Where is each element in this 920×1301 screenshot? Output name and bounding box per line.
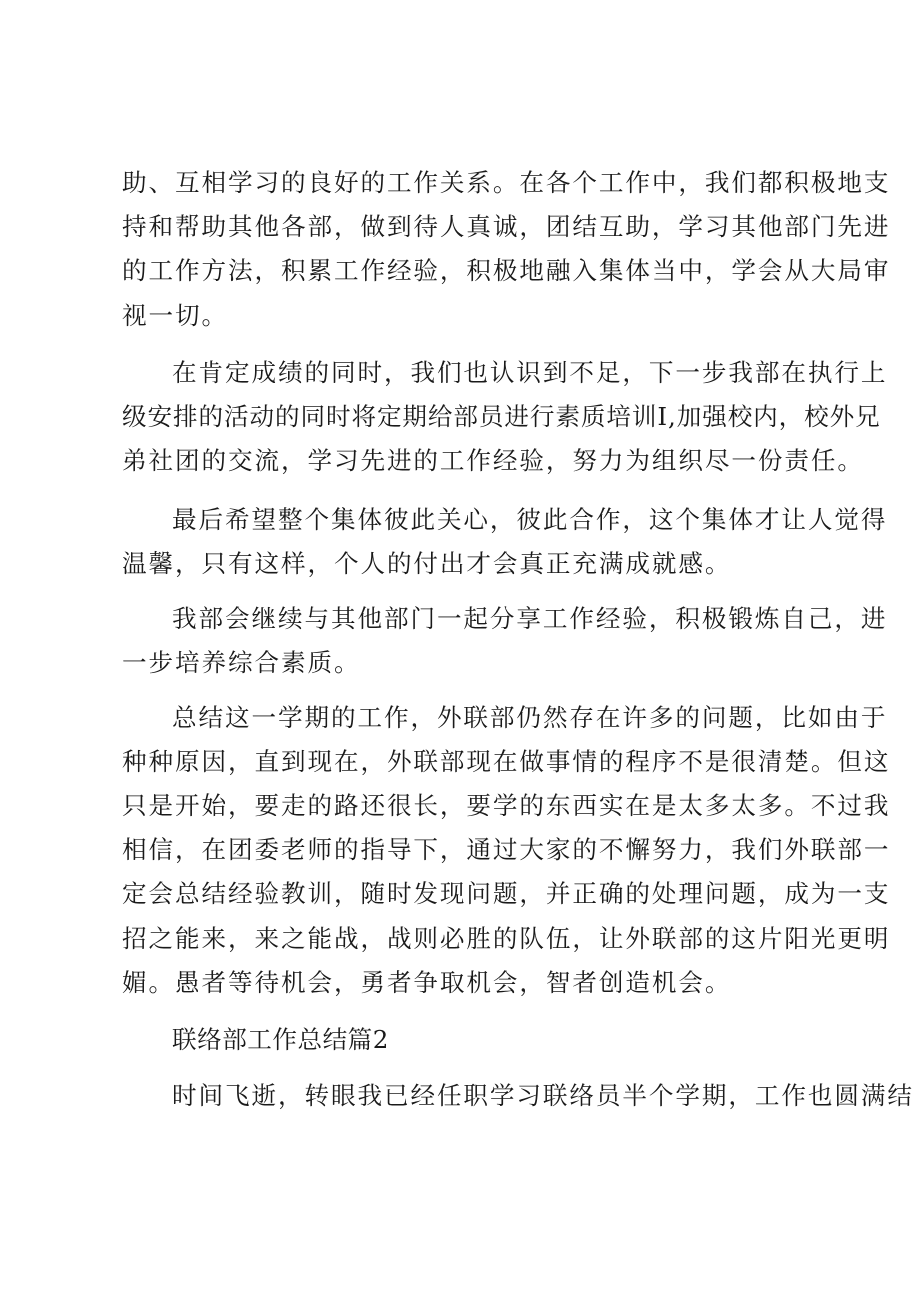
text-line: 媚。愚者等待机会，勇者争取机会，智者创造机会。 (122, 968, 732, 997)
text-line: 一步培养综合素质。 (122, 648, 361, 677)
text-line: 招之能来，来之能战，战则必胜的队伍，让外联部的这片阳光更明 (122, 924, 891, 953)
section-heading: 联络部工作总结篇2 (172, 1025, 389, 1054)
text-line: 我部会继续与其他部门一起分享工作经验，积极锻炼自己，进 (172, 604, 888, 633)
text-line: 在肯定成绩的同时，我们也认识到不足，下一步我部在执行上 (172, 358, 888, 387)
text-line: 温馨，只有这样，个人的付出才会真正充满成就感。 (122, 549, 732, 578)
text-line: 定会总结经验教训，随时发现问题，并正确的处理问题，成为一支 (122, 879, 891, 908)
text-line: 视一切。 (122, 301, 228, 330)
text-line: 弟社团的交流，学习先进的工作经验，努力为组织尽一份责任。 (122, 446, 864, 475)
text-line: 相信，在团委老师的指导下，通过大家的不懈努力，我们外联部一 (122, 835, 891, 864)
text-line: 的工作方法，积累工作经验，积极地融入集体当中，学会从大局审 (122, 256, 891, 285)
text-line: 助、互相学习的良好的工作关系。在各个工作中，我们都积极地支 (122, 168, 891, 197)
text-line: 最后希望整个集体彼此关心，彼此合作，这个集体才让人觉得 (172, 505, 888, 534)
text-line: 时间飞逝，转眼我已经任职学习联络员半个学期，工作也圆满结 (172, 1081, 914, 1110)
text-line: 级安排的活动的同时将定期给部员进行素质培训I,加强校内，校外兄 (122, 402, 881, 431)
text-line: 只是开始，要走的路还很长，要学的东西实在是太多太多。不过我 (122, 791, 891, 820)
text-line: 持和帮助其他各部，做到待人真诚，团结互助，学习其他部门先进 (122, 212, 891, 241)
text-line: 总结这一学期的工作，外联部仍然存在许多的问题，比如由于 (172, 703, 888, 732)
text-line: 种种原因，直到现在，外联部现在做事情的程序不是很清楚。但这 (122, 747, 891, 776)
